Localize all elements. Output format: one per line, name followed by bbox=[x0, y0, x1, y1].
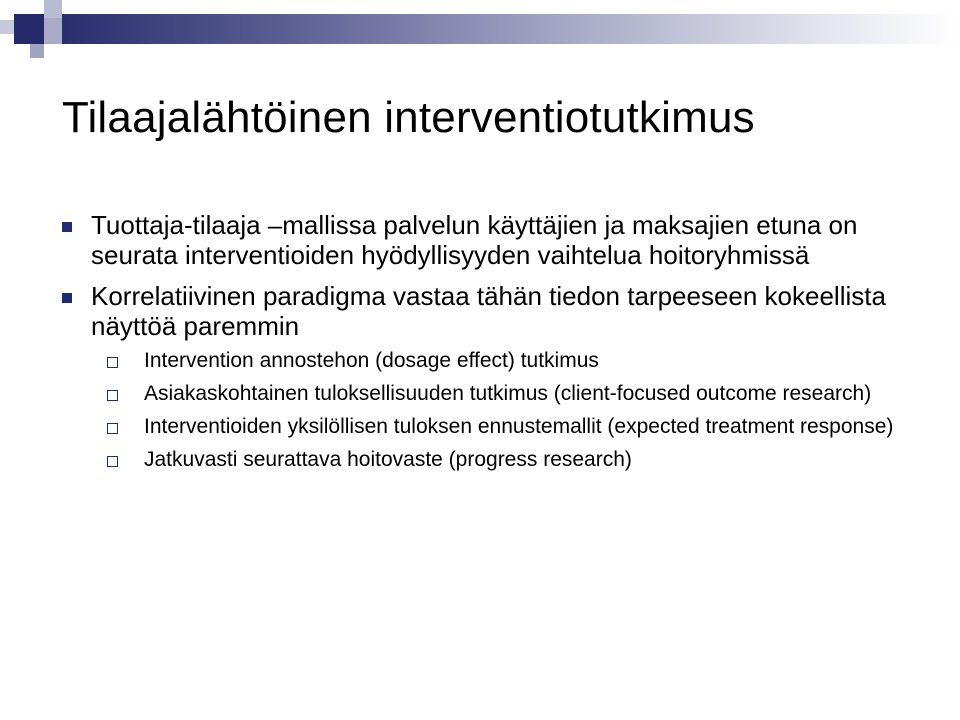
sub-bullet-text: Jatkuvasti seurattava hoitovaste (progress research) bbox=[144, 448, 632, 471]
hollow-square-bullet-icon bbox=[107, 456, 118, 467]
bullet-item bbox=[62, 281, 912, 341]
hollow-square-bullet-icon bbox=[107, 423, 118, 434]
header-square-small-lower bbox=[30, 44, 44, 58]
sub-bullet-text: Intervention annostehon (dosage effect) tutkimus bbox=[144, 349, 599, 372]
sub-bullet-text: Interventioiden yksilöllisen tuloksen ennustemallit (expected treatment response) bbox=[144, 415, 894, 438]
sub-bullet-item bbox=[107, 416, 912, 438]
header-gradient-bar bbox=[62, 14, 960, 44]
sub-bullet-text: Asiakaskohtainen tuloksellisuuden tutkimus (client-focused outcome research) bbox=[144, 382, 872, 405]
bullet-text: Tuottaja-tilaaja –mallissa palvelun käyttäjien ja maksajien etuna on seurata interventioiden hyödyllisyyden vaihtelua hoitoryhmissä bbox=[91, 210, 858, 270]
sub-bullet-item bbox=[107, 350, 912, 372]
hollow-square-bullet-icon bbox=[107, 357, 118, 368]
bullet-item bbox=[62, 210, 912, 270]
hollow-square-bullet-icon bbox=[107, 390, 118, 401]
header-square-navy-large bbox=[14, 14, 44, 44]
header-square-light-top bbox=[44, 0, 62, 18]
header-square-lavender bbox=[44, 18, 62, 44]
square-bullet-icon bbox=[62, 293, 72, 303]
header-square-light-left bbox=[0, 20, 14, 34]
bullet-text: Korrelatiivinen paradigma vastaa tähän tiedon tarpeeseen kokeellista näyttöä paremmin bbox=[91, 281, 886, 341]
slide-title: Tilaajalähtöinen interventiotutkimus bbox=[62, 93, 755, 142]
sub-bullet-item bbox=[107, 449, 912, 471]
slide-content bbox=[62, 210, 912, 482]
square-bullet-icon bbox=[62, 222, 72, 232]
sub-bullet-item bbox=[107, 383, 912, 405]
